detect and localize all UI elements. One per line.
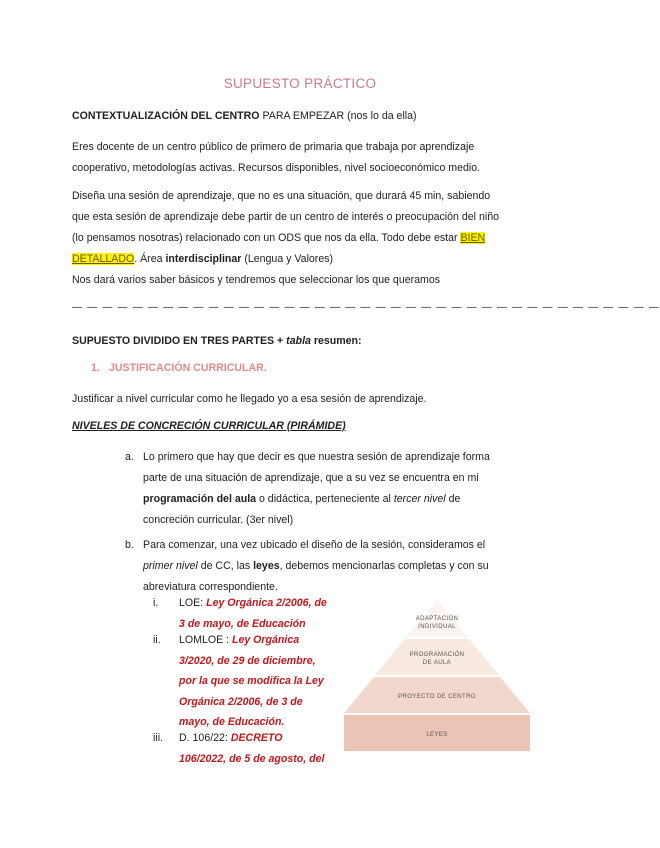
list-line: Lo primero que hay que decir es que nuestra sesión de aprendizaje forma	[143, 451, 490, 463]
paragraph-line: que esta sesión de aprendizaje debe partir de un centro de interés o preocupación del niño	[72, 211, 499, 223]
section-label: JUSTIFICACIÓN CURRICULAR.	[109, 362, 267, 374]
list-line: abreviatura correspondiente.	[143, 581, 278, 593]
list-line: concreción curricular. (3er nivel)	[143, 514, 294, 526]
section-justificacion	[91, 362, 267, 374]
list-line: parte de una situación de aprendizaje, que a su vez se encuentra en mi	[143, 472, 479, 484]
bold-leyes: leyes	[253, 560, 280, 572]
law-name: 3 de mayo, de Educación	[179, 617, 306, 630]
law-name: DECRETO	[230, 732, 283, 744]
list-marker: b.	[125, 539, 134, 551]
law-item-decreto	[153, 728, 324, 769]
text-run: . Área	[134, 253, 166, 265]
text-run: o didáctica, perteneciente al	[256, 493, 394, 505]
pyramid-label: LEYES	[426, 732, 448, 738]
law-name: Ley Orgánica 2/2006, de	[206, 597, 327, 609]
paragraph-line: cooperativo, metodologías activas. Recursos disponibles, nivel socioeconómico medio.	[72, 162, 481, 174]
list-item-b	[125, 535, 535, 598]
supuesto-heading	[72, 331, 532, 352]
pyramid-label: INDIVIDUAL	[418, 624, 456, 630]
paragraph-saberes: Nos dará varios saber básicos y tendremos que seleccionar los que queramos	[72, 274, 441, 286]
dashed-divider: — — — — — — — — — — — — — — — — — — — — — — — — — — — — — — — — — — — — — — —	[72, 302, 660, 313]
list-line: Para comenzar, una vez ubicado el diseño de la sesión, consideramos el	[143, 539, 486, 551]
law-name: 3/2020, de 29 de diciembre,	[179, 654, 316, 667]
law-item-loe	[153, 593, 327, 634]
text-run: , debemos mencionarlas completas y con su	[279, 560, 489, 572]
text-run: (Lengua y Valores)	[241, 253, 334, 265]
list-item-a	[125, 447, 535, 531]
list-marker: i.	[153, 597, 159, 609]
bold-interdisciplinar: interdisciplinar	[165, 253, 242, 265]
italic-tercer-nivel: tercer nivel	[393, 493, 446, 505]
law-abbrev: D. 106/22:	[179, 732, 231, 744]
highlight-detallado: DETALLADO	[72, 253, 135, 265]
law-name: Ley Orgánica	[231, 634, 300, 646]
text-run: de	[445, 493, 461, 505]
niveles-heading: NIVELES DE CONCRECIÓN CURRICULAR (PIRÁMIDE)	[72, 420, 346, 432]
bold-programacion: programación del aula	[143, 493, 257, 505]
law-abbrev: LOE:	[179, 597, 207, 609]
paragraph-line: Eres docente de un centro público de primero de primaria que trabaja por aprendizaje	[72, 141, 475, 153]
pyramid-label: DE AULA	[422, 660, 452, 666]
text-run: resumen:	[310, 335, 362, 347]
section-number: 1.	[91, 362, 100, 374]
text-run: de CC, las	[197, 560, 254, 572]
law-abbrev: LOMLOE :	[179, 634, 232, 646]
pyramid-label: PROGRAMACIÓN	[409, 652, 465, 658]
document-title: SUPUESTO PRÁCTICO	[223, 76, 377, 91]
law-name: por la que se modifica la Ley	[179, 675, 324, 687]
justify-text: Justificar a nivel curricular como he llegado yo a esa sesión de aprendizaje.	[72, 393, 427, 405]
context-heading-line	[72, 106, 532, 127]
paragraph-intro	[72, 137, 532, 179]
list-marker: a.	[125, 451, 134, 463]
list-line	[143, 556, 535, 577]
context-heading: CONTEXTUALIZACIÓN DEL CENTRO	[72, 110, 260, 122]
list-marker: ii.	[153, 634, 161, 646]
paragraph-line	[72, 228, 532, 249]
text-run: tabla	[286, 335, 311, 347]
list-marker: iii.	[153, 732, 164, 744]
pyramid-label: ADAPTACIÓN	[415, 616, 459, 622]
context-heading-rest: PARA EMPEZAR (nos lo da ella)	[259, 110, 417, 122]
list-line	[143, 489, 535, 510]
curricular-pyramid	[344, 598, 530, 753]
law-name: 106/2022, de 5 de agosto, del	[179, 752, 325, 765]
text-run: (lo pensamos nosotras) relacionado con un ODS que nos da ella. Todo debe estar	[72, 232, 461, 244]
paragraph-line	[72, 249, 532, 270]
paragraph-design	[72, 186, 532, 270]
law-name: Orgánica 2/2006, de 3 de	[179, 695, 303, 708]
highlight-bien: BIEN	[460, 232, 486, 244]
law-name: mayo, de Educación.	[179, 716, 285, 728]
italic-primer-nivel: primer nivel	[143, 560, 198, 572]
law-item-lomloe	[153, 630, 324, 733]
text-run: SUPUESTO DIVIDIDO EN TRES PARTES +	[72, 335, 287, 347]
paragraph-line: Diseña una sesión de aprendizaje, que no es una situación, que durará 45 min, sabiendo	[72, 190, 491, 202]
pyramid-label: PROYECTO DE CENTRO	[398, 694, 476, 700]
